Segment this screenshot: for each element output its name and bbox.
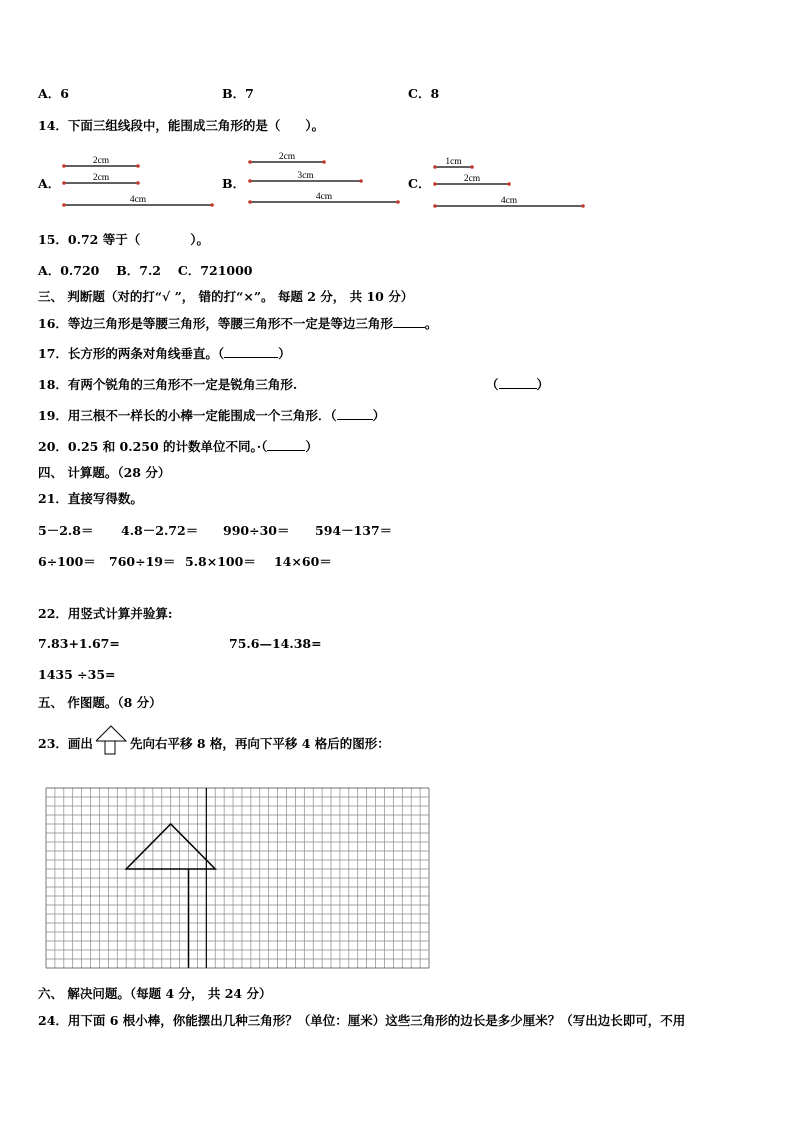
q15-options: A．0.720 B．7.2 C．721000 bbox=[38, 263, 253, 278]
q16-text: 16．等边三角形是等腰三角形，等腰三角形不一定是等边三角形 bbox=[38, 316, 393, 331]
q14-segment-endpoint bbox=[581, 204, 585, 208]
q14-segment-label: 4cm bbox=[500, 196, 518, 206]
q21-r2-c3: 5.8×100＝ bbox=[185, 554, 256, 569]
q13-option-c: C．8 bbox=[408, 86, 440, 101]
q14-segment-label: 1cm bbox=[445, 157, 462, 167]
q14-segment-endpoint bbox=[507, 182, 511, 186]
q20-answer-blank[interactable] bbox=[267, 450, 305, 451]
q14-segment-label: 2cm bbox=[92, 173, 110, 183]
q14-segment-endpoint bbox=[248, 179, 252, 183]
grid-lines bbox=[46, 788, 429, 968]
q21-stem: 21．直接写得数。 bbox=[38, 491, 143, 506]
q14-segment-endpoint bbox=[433, 204, 437, 208]
q20-text: 20．0.25 和 0.250 的计数单位不同。·（ bbox=[38, 439, 268, 454]
q19-text: 19．用三根不一样长的小棒一定能围成一个三角形．（ bbox=[38, 408, 337, 423]
q18-answer bbox=[486, 375, 549, 393]
q21-r2-c4: 14×60＝ bbox=[274, 554, 332, 569]
q14-segment-endpoint bbox=[62, 164, 66, 168]
q14-segment-label: 2cm bbox=[463, 174, 481, 184]
q14-segment-endpoint bbox=[433, 182, 437, 186]
q22-item-3: 1435 ÷35= bbox=[38, 667, 116, 682]
q17-text: 17．长方形的两条对角线垂直。（ bbox=[38, 346, 225, 361]
q14-stem: 14．下面三组线段中，能围成三角形的是（ ）。 bbox=[38, 118, 325, 133]
q24-text: 24．用下面 6 根小棒，你能摆出几种三角形？（单位：厘米）这些三角形的边长是多少厘米？（写出边长即可，不用 bbox=[38, 1013, 686, 1028]
q14-segment-endpoint bbox=[248, 200, 252, 204]
drawing-grid[interactable] bbox=[46, 788, 429, 968]
q14-segment-figures bbox=[0, 0, 794, 230]
q18-answer-blank[interactable] bbox=[499, 388, 537, 389]
q13-option-b: B．7 bbox=[222, 86, 254, 101]
q14-segment-endpoint bbox=[136, 181, 140, 185]
q14-segment-label: 2cm bbox=[278, 152, 296, 162]
section-3-heading: 三、 判断题（对的打“√ ”， 错的打“×”。 每题 2 分， 共 10 分） bbox=[38, 289, 414, 304]
q16-answer-blank[interactable] bbox=[393, 327, 425, 328]
q14-segment-endpoint bbox=[470, 165, 474, 169]
q22-item-1: 7.83+1.67= bbox=[38, 636, 120, 651]
q14-segment-label: 2cm bbox=[92, 156, 110, 166]
q21-r1-c4: 594－137＝ bbox=[315, 523, 393, 538]
q18-text: 18．有两个锐角的三角形不一定是锐角三角形. bbox=[38, 377, 298, 392]
q18-close-paren: ） bbox=[536, 377, 550, 392]
q18-open-paren: （ bbox=[486, 377, 499, 392]
q14-segment-endpoint bbox=[248, 160, 252, 164]
q17-answer-blank[interactable] bbox=[224, 357, 278, 358]
q17-close-paren: ） bbox=[278, 346, 291, 361]
q20-close-paren: ） bbox=[305, 439, 318, 454]
q21-r1-c1: 5－2.8＝ bbox=[38, 523, 94, 538]
house-shape-icon bbox=[94, 724, 130, 758]
q21-r2-c2: 760÷19＝ bbox=[109, 554, 176, 569]
q19-close-paren: ） bbox=[372, 408, 386, 423]
q14-segment-label: 3cm bbox=[297, 171, 314, 181]
q23-prefix: 23．画出 bbox=[38, 736, 93, 751]
q20 bbox=[38, 437, 318, 455]
q21-r1-c3: 990÷30＝ bbox=[223, 523, 290, 538]
q22-stem: 22．用竖式计算并验算: bbox=[38, 606, 173, 621]
q14-segment-endpoint bbox=[322, 160, 326, 164]
q14-segment-endpoint bbox=[396, 200, 400, 204]
q14-option-b-letter: B． bbox=[222, 176, 246, 191]
q14-segment-endpoint bbox=[136, 164, 140, 168]
q14-segment-endpoint bbox=[433, 165, 437, 169]
q23-suffix: 先向右平移 8 格，再向下平移 4 格后的图形： bbox=[130, 736, 390, 751]
q14-segment-endpoint bbox=[62, 203, 66, 207]
q16-end: 。 bbox=[424, 316, 438, 331]
q21-r1-c2: 4.8－2.72＝ bbox=[121, 523, 199, 538]
q14-segment-endpoint bbox=[210, 203, 214, 207]
q14-segment-endpoint bbox=[359, 179, 363, 183]
q21-r2-c1: 6÷100＝ bbox=[38, 554, 96, 569]
q14-segment-label: 4cm bbox=[315, 192, 333, 202]
section-6-heading: 六、 解决问题。（每题 4 分， 共 24 分） bbox=[38, 986, 272, 1001]
section-4-heading: 四、 计算题。（28 分） bbox=[38, 465, 171, 480]
q14-option-a-letter: A． bbox=[38, 176, 61, 191]
q19 bbox=[38, 406, 385, 424]
q13-option-a: A．6 bbox=[38, 86, 69, 101]
q14-segment-endpoint bbox=[62, 181, 66, 185]
q15-stem: 15．0.72 等于（ ）。 bbox=[38, 232, 209, 247]
q14-segment-label: 4cm bbox=[129, 195, 147, 205]
q16 bbox=[38, 314, 437, 332]
q22-item-2: 75.6—14.38= bbox=[229, 636, 322, 651]
q17 bbox=[38, 344, 291, 362]
q14-option-c-letter: C． bbox=[408, 176, 431, 191]
section-5-heading: 五、 作图题。（8 分） bbox=[38, 695, 162, 710]
q19-answer-blank[interactable] bbox=[337, 419, 373, 420]
